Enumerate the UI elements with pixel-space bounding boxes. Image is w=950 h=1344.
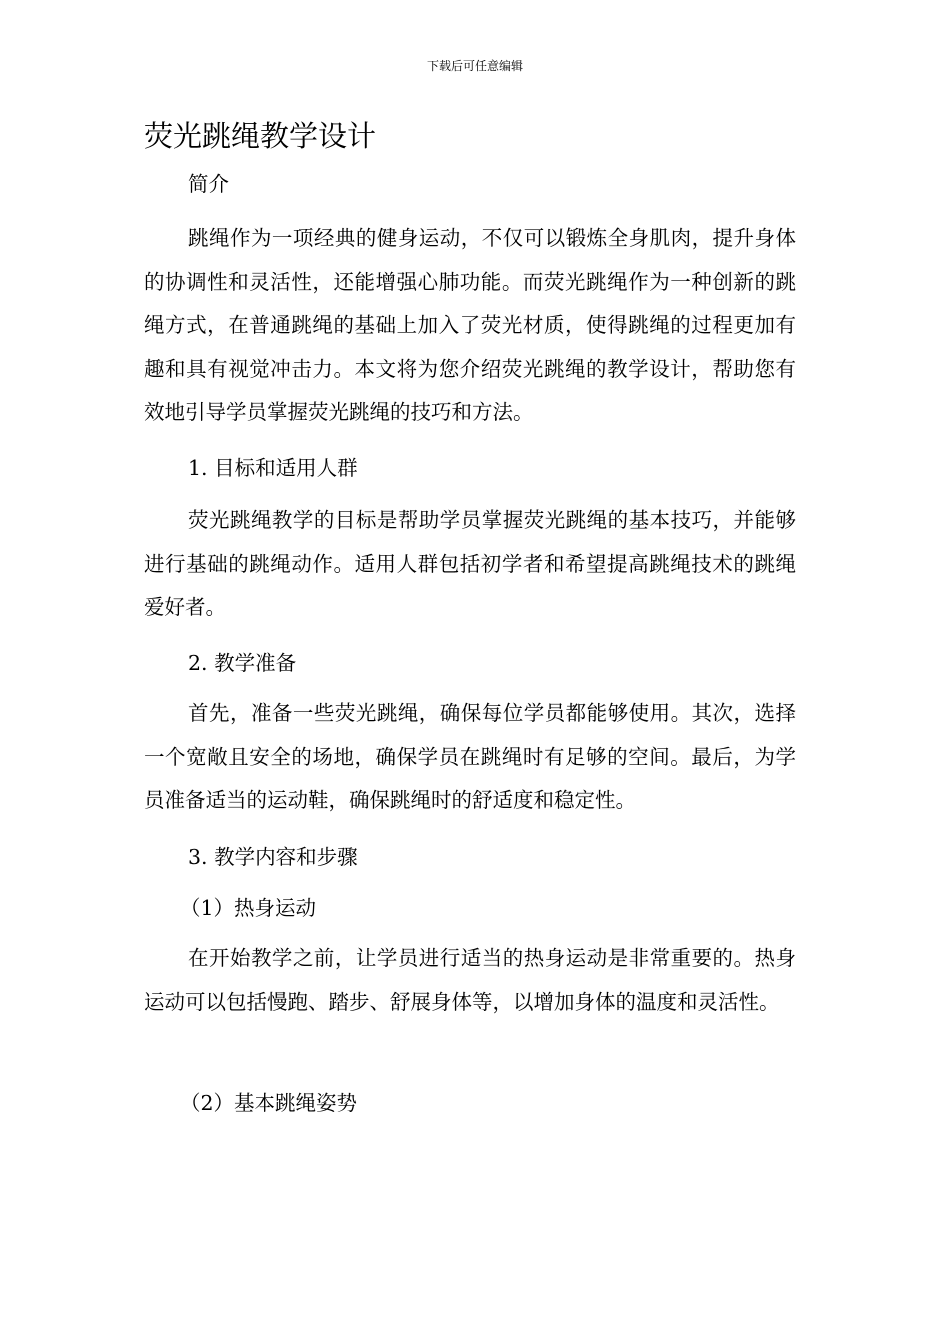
intro-heading: 简介: [188, 172, 229, 196]
section-3-sub-2-heading: （2）基本跳绳姿势: [180, 1091, 358, 1115]
header-note: 下载后可任意编辑: [426, 59, 523, 73]
section-3-heading: 3. 教学内容和步骤: [188, 845, 358, 869]
section-1-heading: 1. 目标和适用人群: [188, 456, 358, 480]
section-3-sub-1-heading: （1）热身运动: [180, 896, 317, 920]
section-2-paragraph: 首先，准备一些荧光跳绳，确保每位学员都能够使用。其次，选择一个宽敞且安全的场地，确保学员在跳绳时有足够的空间。最后，为学员准备适当的运动鞋，确保跳绳时的舒适度和稳定性。: [144, 701, 796, 812]
intro-paragraph: 跳绳作为一项经典的健身运动，不仅可以锻炼全身肌肉，提升身体的协调性和灵活性，还能增强心肺功能。而荧光跳绳作为一种创新的跳绳方式，在普通跳绳的基础上加入了荧光材质，使得跳绳的过程更加有趣和具有视觉冲击力。本文将为您介绍荧光跳绳的教学设计，帮助您有效地引导学员掌握荧光跳绳的技巧和方法。: [144, 226, 796, 424]
section-1-paragraph: 荧光跳绳教学的目标是帮助学员掌握荧光跳绳的基本技巧，并能够进行基础的跳绳动作。适用人群包括初学者和希望提高跳绳技术的跳绳爱好者。: [144, 508, 796, 619]
page-title: 荧光跳绳教学设计: [144, 119, 377, 153]
section-3-sub-1-paragraph: 在开始教学之前，让学员进行适当的热身运动是非常重要的。热身运动可以包括慢跑、踏步、舒展身体等，以增加身体的温度和灵活性。: [144, 946, 796, 1014]
section-2-heading: 2. 教学准备: [188, 651, 297, 675]
